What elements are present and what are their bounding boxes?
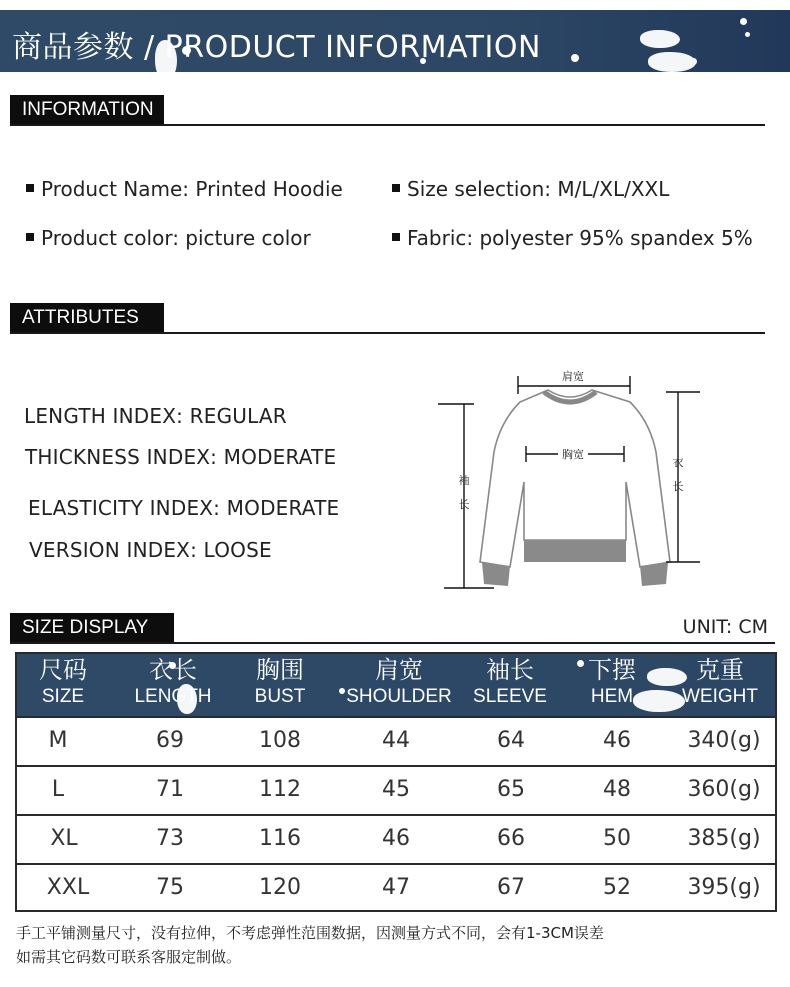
- cell-weight: 340(g): [687, 728, 761, 753]
- cell-size: M: [48, 728, 68, 753]
- cell-bust: 108: [259, 728, 301, 753]
- cell-length: 73: [156, 826, 184, 851]
- cell-shoulder: 45: [382, 777, 410, 802]
- bust-label: 胸宽: [562, 448, 584, 461]
- sleeve-label: 长: [458, 498, 470, 511]
- cell-length: 75: [156, 875, 184, 900]
- snow-dot: [745, 32, 750, 37]
- cell-sleeve: 65: [497, 777, 525, 802]
- table-row: [17, 716, 775, 765]
- top-banner: [0, 10, 790, 72]
- cell-shoulder: 44: [382, 728, 410, 753]
- snow-tree-decoration: [640, 30, 680, 48]
- cell-length: 71: [156, 777, 184, 802]
- cell-size: L: [51, 777, 65, 802]
- right-cuff: [640, 562, 668, 586]
- cell-weight: 360(g): [687, 777, 761, 802]
- cell-hem: 52: [603, 875, 631, 900]
- info-item: Size selection: M/L/XL/XXL: [392, 177, 669, 201]
- info-item: Product Name: Printed Hoodie: [26, 177, 343, 201]
- cell-shoulder: 46: [382, 826, 410, 851]
- column-header-bust: 胸围 BUST: [254, 656, 306, 707]
- size-table-header: [17, 654, 775, 716]
- bullet-square-icon: [26, 184, 34, 192]
- cell-shoulder: 47: [382, 875, 410, 900]
- measurement-note: 手工平铺测量尺寸，没有拉伸，不考虑弹性范围数据，因测量方式不同，会有1-3CM误差: [16, 924, 604, 942]
- column-header-hem: 下摆 HEM: [588, 656, 636, 707]
- attribute-elasticity: ELASTICITY INDEX: MODERATE: [28, 496, 340, 520]
- sleeve-label: 袖: [458, 474, 470, 487]
- column-header-shoulder: 肩宽 SHOULDER: [346, 656, 452, 707]
- attribute-thickness: THICKNESS INDEX: MODERATE: [25, 445, 337, 469]
- length-label: 衣: [672, 456, 684, 469]
- cell-hem: 48: [603, 777, 631, 802]
- snow-tree-decoration: [648, 52, 696, 72]
- info-item: Product color: picture color: [26, 226, 311, 250]
- attribute-length: LENGTH INDEX: REGULAR: [24, 404, 287, 428]
- column-header-length: 衣长 LENGTH: [134, 656, 212, 707]
- section-divider: [10, 124, 765, 126]
- cell-hem: 50: [603, 826, 631, 851]
- cell-weight: 395(g): [687, 875, 761, 900]
- cell-weight: 385(g): [687, 826, 761, 851]
- length-label: 长: [672, 480, 684, 493]
- size-display-tag: SIZE DISPLAY: [10, 613, 174, 643]
- cell-sleeve: 67: [497, 875, 525, 900]
- column-header-size: 尺码 SIZE: [39, 656, 87, 707]
- snow-dot: [571, 54, 579, 62]
- custom-size-note: 如需其它码数可联系客服定制做。: [16, 948, 242, 966]
- sweater-hem-band: [524, 540, 626, 562]
- column-header-sleeve: 袖长 SLEEVE: [473, 656, 547, 707]
- cell-size: XL: [50, 826, 78, 851]
- section-divider: [10, 642, 775, 644]
- bullet-square-icon: [26, 233, 34, 241]
- unit-label: UNIT: CM: [682, 616, 768, 638]
- attribute-version: VERSION INDEX: LOOSE: [29, 538, 272, 562]
- info-item: Fabric: polyester 95% spandex 5%: [392, 226, 753, 250]
- attributes-tag: ATTRIBUTES: [10, 303, 164, 333]
- cell-bust: 120: [259, 875, 301, 900]
- table-row: [17, 765, 775, 814]
- size-table: [15, 652, 777, 912]
- cell-hem: 46: [603, 728, 631, 753]
- cell-bust: 116: [259, 826, 301, 851]
- snow-dot: [740, 18, 747, 25]
- left-cuff: [482, 562, 510, 586]
- cell-length: 69: [156, 728, 184, 753]
- section-divider: [10, 332, 765, 334]
- bullet-square-icon: [392, 233, 400, 241]
- garment-measurement-diagram: [430, 362, 710, 598]
- column-header-weight: 克重 WEIGHT: [682, 656, 758, 707]
- cell-sleeve: 64: [497, 728, 525, 753]
- banner-title: 商品参数 / PRODUCT INFORMATION: [12, 30, 541, 65]
- information-tag: INFORMATION: [10, 95, 164, 125]
- bullet-square-icon: [392, 184, 400, 192]
- shoulder-label: 肩宽: [562, 370, 584, 383]
- table-row: [17, 863, 775, 912]
- table-row: [17, 814, 775, 863]
- cell-size: XXL: [46, 875, 90, 900]
- cell-bust: 112: [259, 777, 301, 802]
- cell-sleeve: 66: [497, 826, 525, 851]
